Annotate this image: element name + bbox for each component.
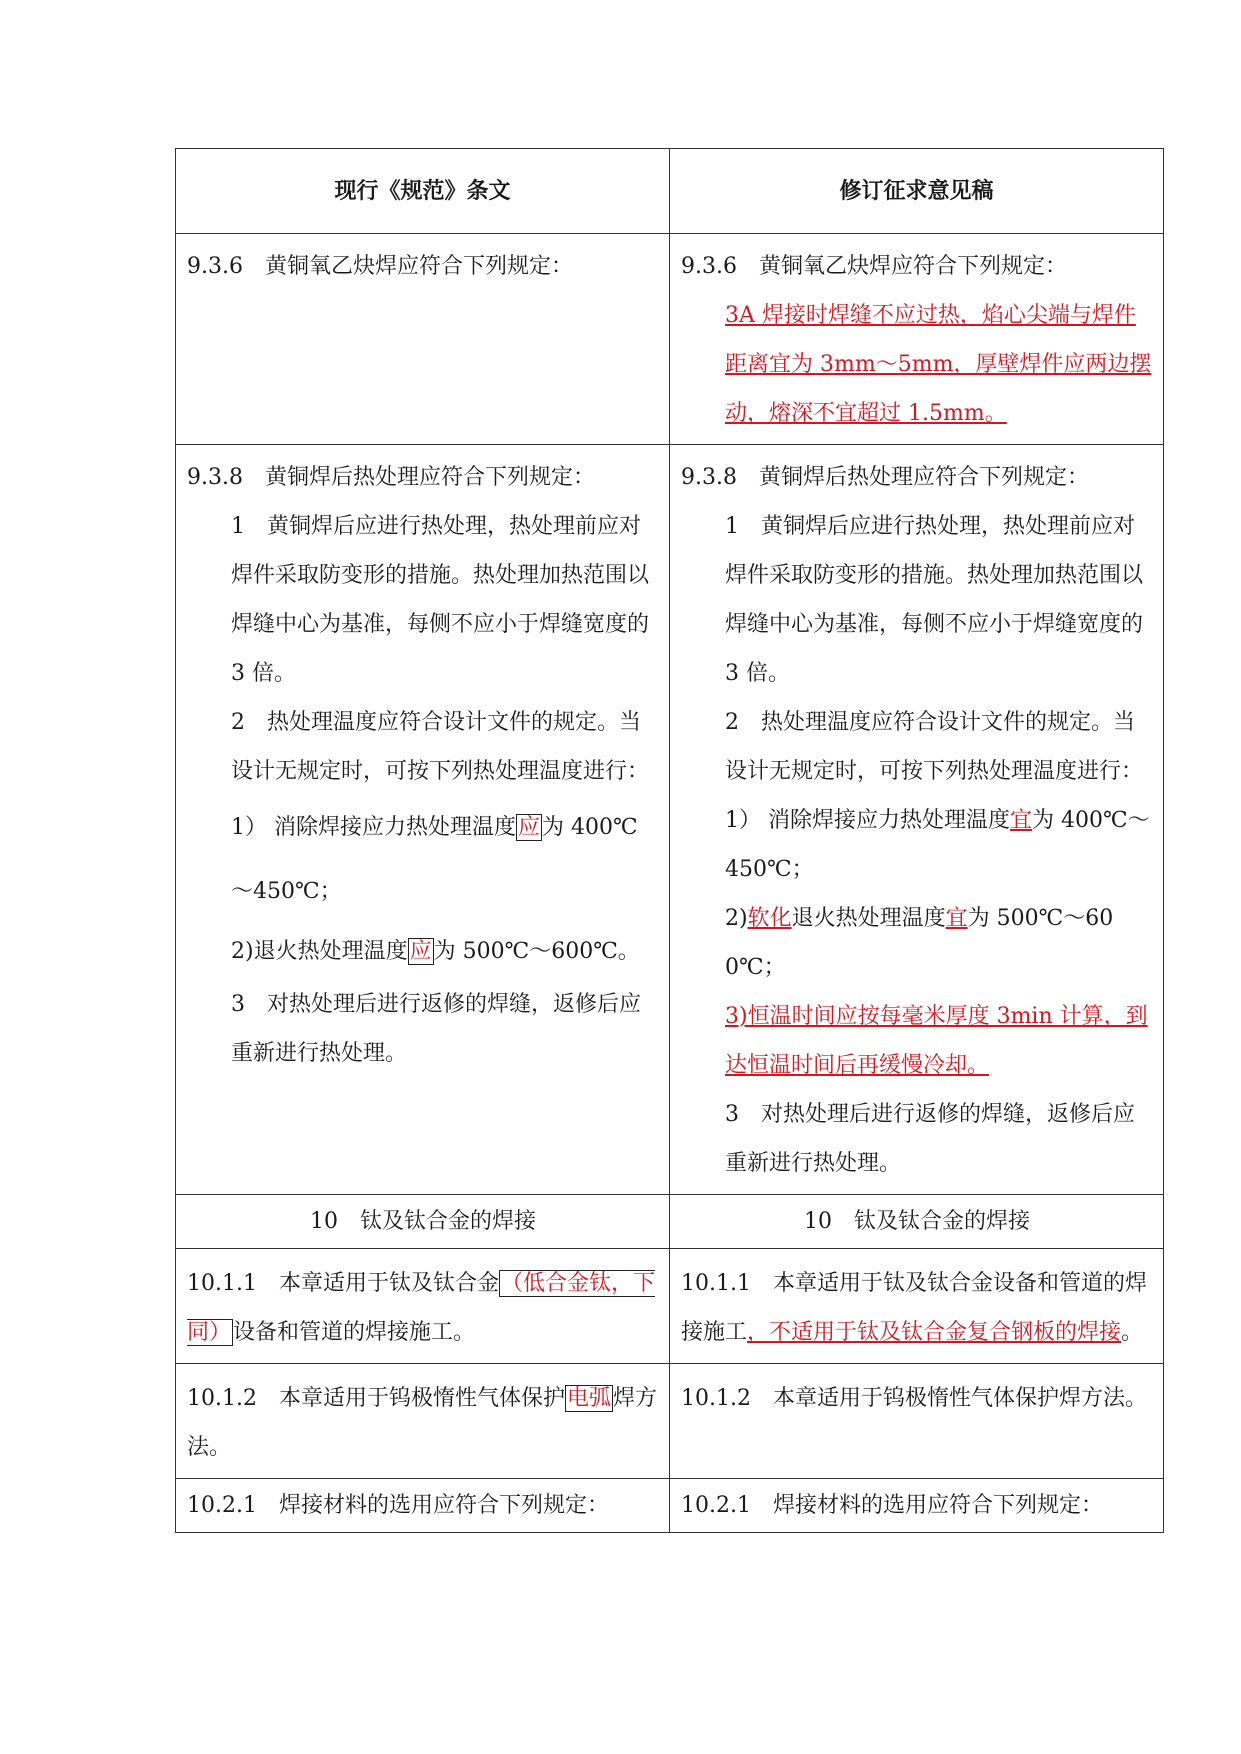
clause-936-insert: 3A 焊接时焊缝不应过热，焰心尖端与焊件距离宜为 3mm～5mm，厚壁焊件应两边摆动，熔深不宜超过 1.5mm。 (725, 303, 1152, 426)
clause-1011-text-b: 设备和管道的焊接施工。 (233, 1320, 476, 1345)
row-10-1-2 (176, 1364, 1164, 1479)
clause-1012-text-a: 10.1.2 本章适用于钨极惰性气体保护 (187, 1386, 565, 1411)
clause-938-title: 9.3.8 黄铜焊后热处理应符合下列规定： (187, 465, 595, 490)
sub2-rev-text-c: 为 500℃～600℃； (725, 906, 1114, 980)
sub1-rev-text-a: 1） 消除焊接应力热处理温度 (725, 808, 1010, 833)
clause-1012-deleted-text: 电弧 (566, 1386, 611, 1411)
sub2-rev-inserted-word1: 软化 (747, 906, 792, 931)
clause-938-item1: 1 黄铜焊后应进行热处理，热处理前应对焊件采取防变形的措施。热处理加热范围以焊缝中心为基准，每侧不应小于焊缝宽度的 3 倍。 (231, 514, 650, 686)
clause-1011-deleted-text: （低合金钛，下同） (187, 1271, 655, 1345)
sub1-rev-text-b: 为 400℃～450℃； (725, 808, 1150, 882)
cell-938-revision (670, 445, 1164, 1195)
sub2-rev-text-b: 退火热处理温度 (791, 906, 946, 931)
sub1-text-b: 为 400℃～450℃； (231, 815, 638, 904)
clause-938-title-rev: 9.3.8 黄铜焊后热处理应符合下列规定： (681, 465, 1089, 490)
cell-1021-revision: 10.2.1 焊接材料的选用应符合下列规定： (670, 1479, 1164, 1533)
row-9-3-6 (176, 234, 1164, 445)
clause-938-item2-rev: 2 热处理温度应符合设计文件的规定。当设计无规定时，可按下列热处理温度进行： (725, 710, 1144, 784)
clause-938-sub1-rev (681, 796, 1153, 894)
clause-938-item3-rev: 3 对热处理后进行返修的焊缝，返修后应重新进行热处理。 (725, 1102, 1135, 1176)
sub2-text-a: 2)退火热处理温度 (231, 939, 408, 964)
sub1-text-a: 1） 消除焊接应力热处理温度 (231, 815, 516, 840)
cell-1021-current: 10.2.1 焊接材料的选用应符合下列规定： (176, 1479, 670, 1533)
sub2-rev-text-a: 2) (725, 906, 748, 931)
clause-938-sub1 (187, 796, 659, 924)
clause-1012-text-b: 焊方法。 (187, 1386, 658, 1460)
cell-1012-current (176, 1364, 670, 1479)
row-10-2-1 (176, 1479, 1164, 1533)
cell-1011-current (176, 1249, 670, 1364)
clause-938-item1-rev: 1 黄铜焊后应进行热处理，热处理前应对焊件采取防变形的措施。热处理加热范围以焊缝中心为基准，每侧不应小于焊缝宽度的 3 倍。 (725, 514, 1144, 686)
clause-1011-inserted-text: ，不适用于钛及钛合金复合钢板的焊接 (747, 1320, 1122, 1345)
clause-938-item3: 3 对热处理后进行返修的焊缝，返修后应重新进行热处理。 (231, 992, 641, 1066)
sub1-rev-inserted-word: 宜 (1010, 808, 1033, 833)
clause-936-title-rev: 9.3.6 黄铜氧乙炔焊应符合下列规定： (681, 254, 1067, 279)
comparison-table (175, 148, 1164, 1533)
sub2-text-b: 为 500℃～600℃。 (433, 939, 640, 964)
cell-936-current (176, 234, 670, 445)
row-10-1-1 (176, 1249, 1164, 1364)
header-row (176, 149, 1164, 234)
clause-938-sub3-insert: 3)恒温时间应按每毫米厚度 3min 计算，到达恒温时间后再缓慢冷却。 (725, 1004, 1148, 1078)
clause-938-sub2 (187, 924, 659, 980)
chapter-10-current: 10 钛及钛合金的焊接 (176, 1195, 670, 1249)
clause-936-title: 9.3.6 黄铜氧乙炔焊应符合下列规定： (187, 254, 573, 279)
cell-1012-revision: 10.1.2 本章适用于钨极惰性气体保护焊方法。 (670, 1364, 1164, 1479)
cell-1011-revision (670, 1249, 1164, 1364)
sub2-rev-inserted-word2: 宜 (945, 906, 968, 931)
sub2-deleted-word: 应 (409, 939, 432, 964)
clause-1011-rev-text-a: 10.1.1 本章适用于钛及钛合金设备和管道的焊接施工 (681, 1271, 1147, 1345)
cell-936-revision (670, 234, 1164, 445)
cell-938-current (176, 445, 670, 1195)
sub1-deleted-word: 应 (518, 815, 541, 840)
clause-1011-rev-text-b: 。 (1121, 1320, 1144, 1345)
clause-1011-text-a: 10.1.1 本章适用于钛及钛合金 (187, 1271, 499, 1296)
clause-938-item2: 2 热处理温度应符合设计文件的规定。当设计无规定时，可按下列热处理温度进行： (231, 710, 650, 784)
clause-938-sub2-rev (681, 894, 1153, 992)
header-current-spec: 现行《规范》条文 (176, 149, 670, 234)
row-chapter-10 (176, 1195, 1164, 1249)
chapter-10-revision: 10 钛及钛合金的焊接 (670, 1195, 1164, 1249)
row-9-3-8 (176, 445, 1164, 1195)
header-revision-draft: 修订征求意见稿 (670, 149, 1164, 234)
